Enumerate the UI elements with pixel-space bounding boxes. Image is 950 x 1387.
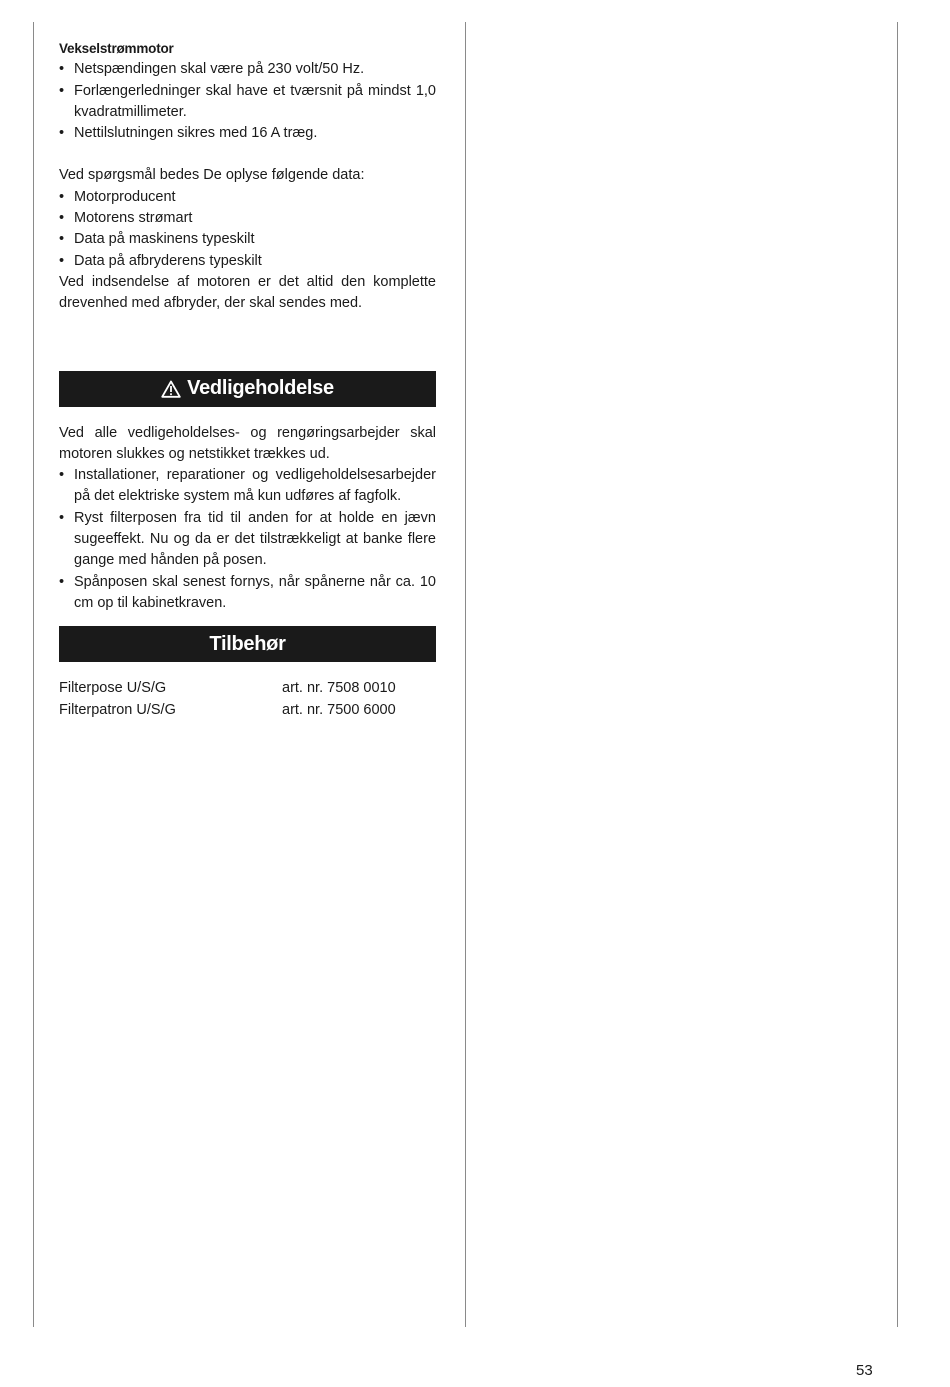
list-item: • Data på maskinens typeskilt	[59, 229, 436, 250]
list-item: • Data på afbryderens typeskilt	[59, 251, 436, 272]
motor-list	[59, 59, 436, 144]
left-margin-rule	[33, 22, 34, 1327]
page-number: 53	[856, 1362, 873, 1379]
list-item: • Spånposen skal senest fornys, når spånerne når ca. 10 cm op til kabinetkraven.	[59, 572, 436, 615]
maintenance-intro: Ved alle vedligeholdelses- og rengøringsarbejder skal motoren slukkes og netstikket trækkes ud.	[59, 424, 436, 462]
questions-note: Ved indsendelse af motoren er det altid den komplette drevenhed med afbryder, der skal sendes med.	[59, 273, 436, 312]
warning-triangle-icon	[161, 380, 181, 398]
list-item: • Nettilslutningen sikres med 16 A træg.	[59, 123, 436, 144]
maintenance-title: Vedligeholdelse	[187, 376, 334, 399]
list-item: • Netspændingen skal være på 230 volt/50 Hz.	[59, 59, 436, 80]
accessory-number: art. nr. 7500 6000	[282, 701, 396, 718]
accessory-number: art. nr. 7508 0010	[282, 680, 396, 697]
accessories-title: Tilbehør	[209, 632, 286, 655]
list-item: • Motorproducent	[59, 187, 436, 208]
maintenance-list	[59, 465, 436, 614]
maintenance-heading-bar	[59, 371, 436, 407]
questions-list	[59, 187, 436, 272]
accessory-name: Filterpose U/S/G	[59, 680, 167, 697]
list-item: • Forlængerledninger skal have et tværsnit på mindst 1,0 kvadratmillimeter.	[59, 81, 436, 124]
list-item: • Ryst filterposen fra tid til anden for at holde en jævn sugeeffekt. Nu og da er det tilstrækkeligt at banke flere gange med hånden på posen.	[59, 508, 436, 572]
accessory-row	[59, 678, 436, 699]
accessory-row	[59, 700, 436, 721]
questions-intro: Ved spørgsmål bedes De oplyse følgende data:	[59, 167, 365, 184]
column-divider-rule	[465, 22, 466, 1327]
list-item: • Motorens strømart	[59, 208, 436, 229]
right-margin-rule	[897, 22, 898, 1327]
list-item: • Installationer, reparationer og vedligeholdelsesarbejder på det elektriske system må kun udføres af fagfolk.	[59, 465, 436, 508]
accessories-heading-bar	[59, 626, 436, 662]
motor-heading: Vekselstrømmotor	[59, 41, 174, 56]
accessory-name: Filterpatron U/S/G	[59, 701, 176, 718]
left-column	[59, 38, 436, 721]
